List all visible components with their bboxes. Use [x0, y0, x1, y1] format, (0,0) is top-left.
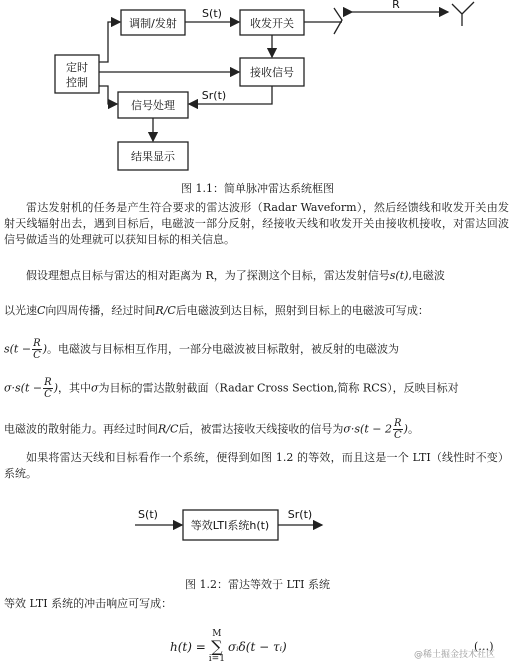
lti-system-label: 等效LTI系统h(t) — [190, 519, 270, 532]
math-r-over-c: R/C — [155, 304, 176, 317]
figure-2-caption: 图 1.2：雷达等效于 LTI 系统 — [184, 578, 331, 591]
range-label: R — [392, 0, 400, 11]
fraction-r-over-c-3 — [393, 418, 403, 441]
paragraph-3 — [4, 303, 509, 319]
fraction-denominator: C — [393, 430, 402, 441]
sum-lower-limit: i=1 — [208, 654, 225, 664]
paragraph-3-text-c: 后电磁波到达目标，照射到目标上的电磁波可写成： — [175, 304, 429, 317]
math-s-t-minus: s(t − — [4, 342, 32, 356]
paragraph-5 — [4, 377, 509, 400]
paragraph-2-text-b: 电磁波 — [411, 269, 445, 282]
duplexer-label: 收发开关 — [250, 17, 294, 30]
paragraph-6-text-b: 后，被雷达接收天线接收的信号为 — [178, 422, 344, 436]
paragraph-2-text-a: 假设理想点目标与雷达的相对距离为 R，为了探测这个目标，雷达发射信号 — [26, 269, 390, 282]
timing-control-label-1: 定时 — [66, 61, 88, 74]
fraction-r-over-c-2 — [43, 377, 53, 400]
paragraph-6-text-c: 。 — [407, 422, 419, 436]
math-r-over-c-2: R/C — [158, 422, 179, 436]
math-close-paren: ) — [53, 381, 59, 395]
sum-symbol: ∑ — [211, 637, 223, 656]
fraction-numerator: R — [33, 338, 41, 349]
antenna-icon — [330, 8, 342, 34]
timing-control-label-2: 控制 — [66, 76, 88, 89]
fraction-denominator: C — [44, 389, 52, 400]
eq-lhs: h(t) = — [170, 640, 206, 654]
watermark: @稀土掘金技术社区 — [414, 650, 496, 660]
lti-equivalent-diagram — [0, 498, 515, 558]
paragraph-3-text-a: 以光速 — [4, 304, 37, 317]
equation-number: (…) — [474, 640, 494, 653]
arrow-timing-to-processing — [99, 86, 117, 104]
paragraph-1: 雷达发射机的任务是产生符合要求的雷达波形（Radar Waveform），然后经馈线和收发开关由发射天线辐射出去，遇到目标后，电磁波一部分反射，经接收天线和收发开关由接收机接收，对雷达回波信号做适当的处理就可以获知目标的相关信息。 — [4, 201, 509, 246]
fraction-denominator: C — [33, 350, 41, 361]
impulse-response-equation — [170, 628, 287, 666]
fraction-numerator: R — [44, 377, 52, 388]
math-sigma-s: σ·s(t − — [4, 381, 43, 395]
math-close-paren: ) — [42, 342, 48, 356]
summation — [209, 630, 225, 664]
paragraph-2: 假设理想点目标与雷达的相对距离为 R，为了探测这个目标，雷达发射信号s(t),电磁波 — [26, 269, 445, 282]
fraction-r-over-c-1 — [32, 338, 42, 361]
fraction-numerator: R — [394, 418, 402, 429]
paragraph-4 — [4, 338, 509, 361]
input-signal-label: S(t) — [138, 508, 158, 521]
sum-upper-limit: M — [212, 629, 222, 639]
paragraph-5-text-a: ，其中 — [58, 381, 92, 395]
arrow-timing-to-modulate — [99, 22, 120, 62]
result-display-label: 结果显示 — [131, 150, 175, 163]
eq-body: σᵢδ(t − τᵢ) — [227, 640, 287, 654]
paragraph-3-text-b: 向四周传播，经过时间 — [45, 304, 156, 317]
math-close-paren: ) — [403, 422, 408, 436]
math-sigma: σ — [91, 381, 99, 395]
math-sigma-s-2: σ·s(t − 2 — [343, 422, 392, 436]
paragraph-4-text-a: 。电磁波与目标相互作用，一部分电磁波被目标散射，被反射的电磁波为 — [47, 342, 400, 356]
radar-block-diagram — [0, 0, 515, 200]
paragraph-7: 如果将雷达天线和目标看作一个系统，便得到如图 1.2 的等效，而且这是一个 LTI（线性时不变）系统。 — [4, 451, 509, 480]
figure-1-caption: 图 1.1：简单脉冲雷达系统框图 — [181, 182, 334, 195]
signal-s-label: S(t) — [202, 7, 222, 20]
paragraph-6-text-a: 电磁波的散射能力。再经过时间 — [4, 422, 158, 436]
signal-processing-label: 信号处理 — [131, 99, 175, 112]
modulate-transmit-label: 调制/发射 — [129, 17, 177, 30]
output-signal-label: Sr(t) — [287, 508, 313, 521]
paragraph-6 — [4, 418, 509, 441]
signal-sr-label: Sr(t) — [201, 89, 227, 102]
receiver-label: 接收信号 — [250, 66, 294, 79]
math-c: C — [37, 304, 46, 317]
target-icon — [452, 2, 474, 26]
math-s-t: s(t) — [389, 269, 409, 282]
paragraph-5-text-b: 为目标的雷达散射截面（Radar Cross Section,简称 RCS），反映目标对 — [98, 381, 459, 395]
paragraph-8: 等效 LTI 系统的冲击响应可写成： — [4, 597, 173, 610]
